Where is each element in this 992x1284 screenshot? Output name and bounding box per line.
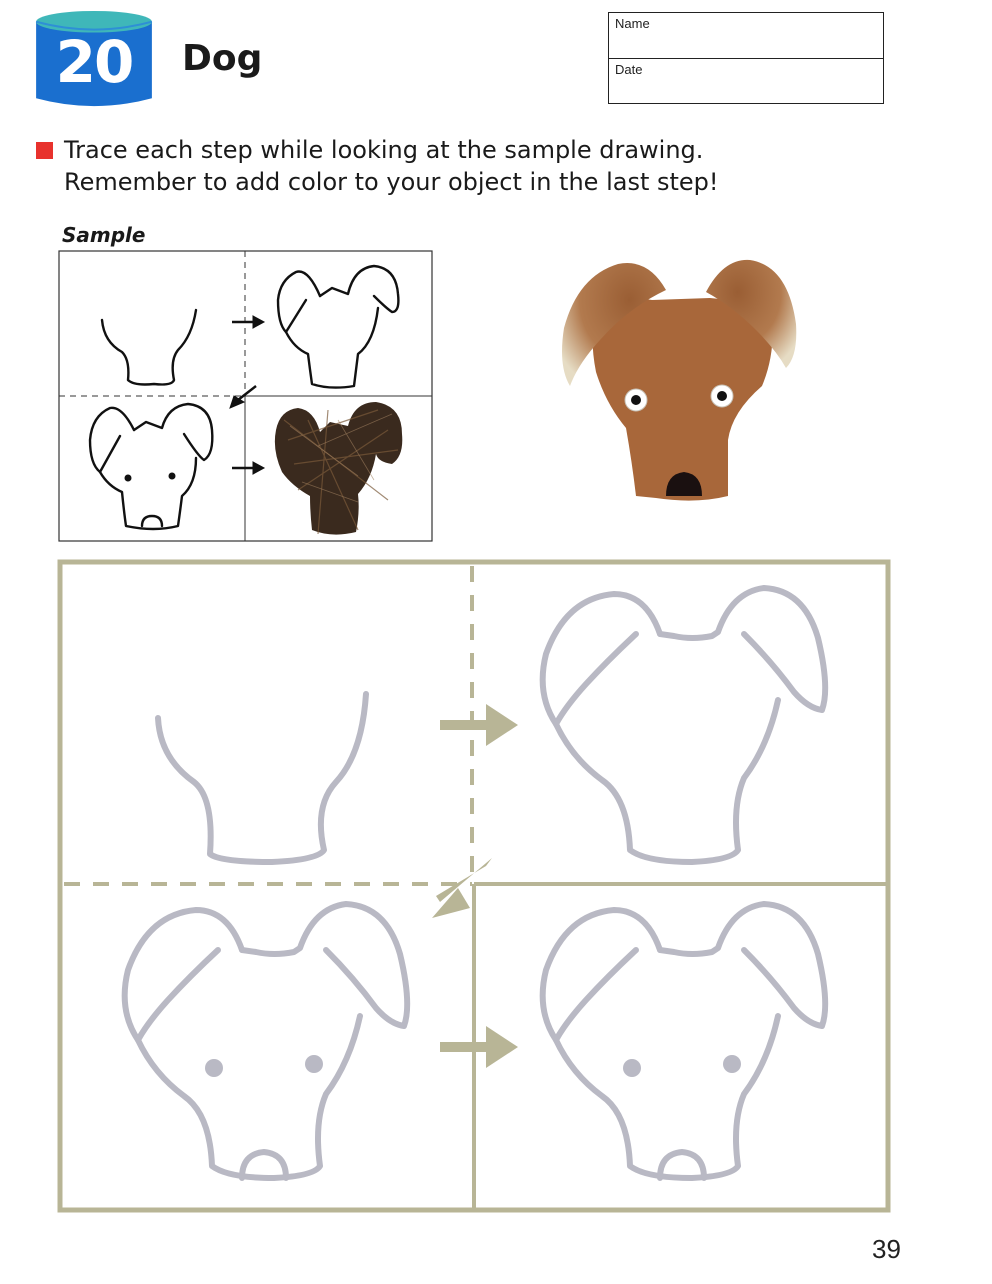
date-field[interactable]: [609, 59, 883, 105]
page-number: 39: [872, 1234, 901, 1264]
instruction-line-1: Trace each step while looking at the sample drawing.: [64, 136, 704, 164]
sample-steps-panel: [58, 250, 434, 544]
page-title: Dog: [182, 38, 263, 79]
instruction-line-2: Remember to add color to your object in the last step!: [64, 168, 719, 196]
sample-label: Sample: [62, 223, 146, 247]
date-label: Date: [615, 62, 643, 77]
name-date-box: [608, 12, 884, 104]
name-field[interactable]: [609, 13, 883, 59]
finished-dog-illustration: [556, 252, 806, 506]
instructions: [64, 134, 719, 198]
tracing-worksheet: [56, 558, 892, 1216]
bullet-square-icon: [36, 142, 53, 159]
lesson-number: 20: [55, 28, 133, 96]
name-label: Name: [615, 16, 650, 31]
